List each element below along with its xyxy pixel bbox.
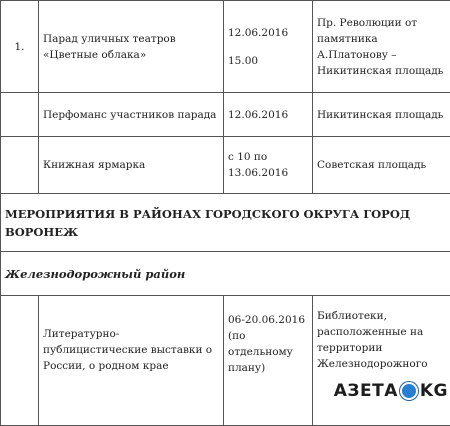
row-number: 1.: [1, 1, 39, 93]
event-name: Парад уличных театров «Цветные облака»: [39, 1, 224, 93]
globe-icon: [400, 382, 418, 400]
table-row: [1, 93, 450, 137]
district-row: [1, 252, 450, 296]
date-line: с 10 по: [228, 149, 308, 165]
date-line: отдельному: [228, 344, 308, 360]
place-line: Никитинская площадь: [317, 63, 450, 79]
table-row: [1, 1, 450, 93]
date-line: плану): [228, 360, 308, 376]
section-row: [1, 194, 450, 252]
event-line: России, о родном крае: [43, 358, 219, 374]
event-datetime: [224, 1, 313, 93]
event-place: [313, 1, 450, 93]
date-line: 13.06.2016: [228, 165, 308, 181]
place-line: расположенные на: [317, 324, 450, 340]
event-name: Перфоманс участников парада: [39, 93, 224, 137]
event-place: Советская площадь: [313, 137, 450, 194]
district-title: Железнодорожный район: [1, 252, 450, 296]
row-number: [1, 296, 39, 426]
event-date: [224, 296, 313, 426]
event-place: Никитинская площадь: [313, 93, 450, 137]
date-line: 06-20.06.2016: [228, 312, 308, 328]
place-line: территории: [317, 340, 450, 356]
place-line: Железнодорожного: [317, 356, 450, 372]
section-title: МЕРОПРИЯТИЯ В РАЙОНАХ ГОРОДСКОГО ОКРУГА ГОРОД ВОРОНЕЖ: [1, 194, 450, 252]
site-watermark: [306, 369, 448, 413]
table-row: [1, 137, 450, 194]
watermark-text-left: АЗЕТА: [334, 381, 398, 401]
event-date: [224, 137, 313, 194]
date-line: (по: [228, 328, 308, 344]
event-line: публицистические выставки о: [43, 342, 219, 358]
place-line: Пр. Революции от: [317, 15, 450, 31]
place-line: А.Платонову –: [317, 47, 450, 63]
row-number: [1, 137, 39, 194]
event-name: Книжная ярмарка: [39, 137, 224, 194]
place-line: памятника: [317, 31, 450, 47]
event-time: 15.00: [228, 53, 308, 69]
event-name: [39, 296, 224, 426]
event-date: 12.06.2016: [228, 25, 308, 41]
event-line: Литературно-: [43, 326, 219, 342]
row-number: [1, 93, 39, 137]
place-line: Библиотеки,: [317, 308, 450, 324]
event-date: 12.06.2016: [224, 93, 313, 137]
watermark-text-right: KG: [420, 381, 448, 401]
